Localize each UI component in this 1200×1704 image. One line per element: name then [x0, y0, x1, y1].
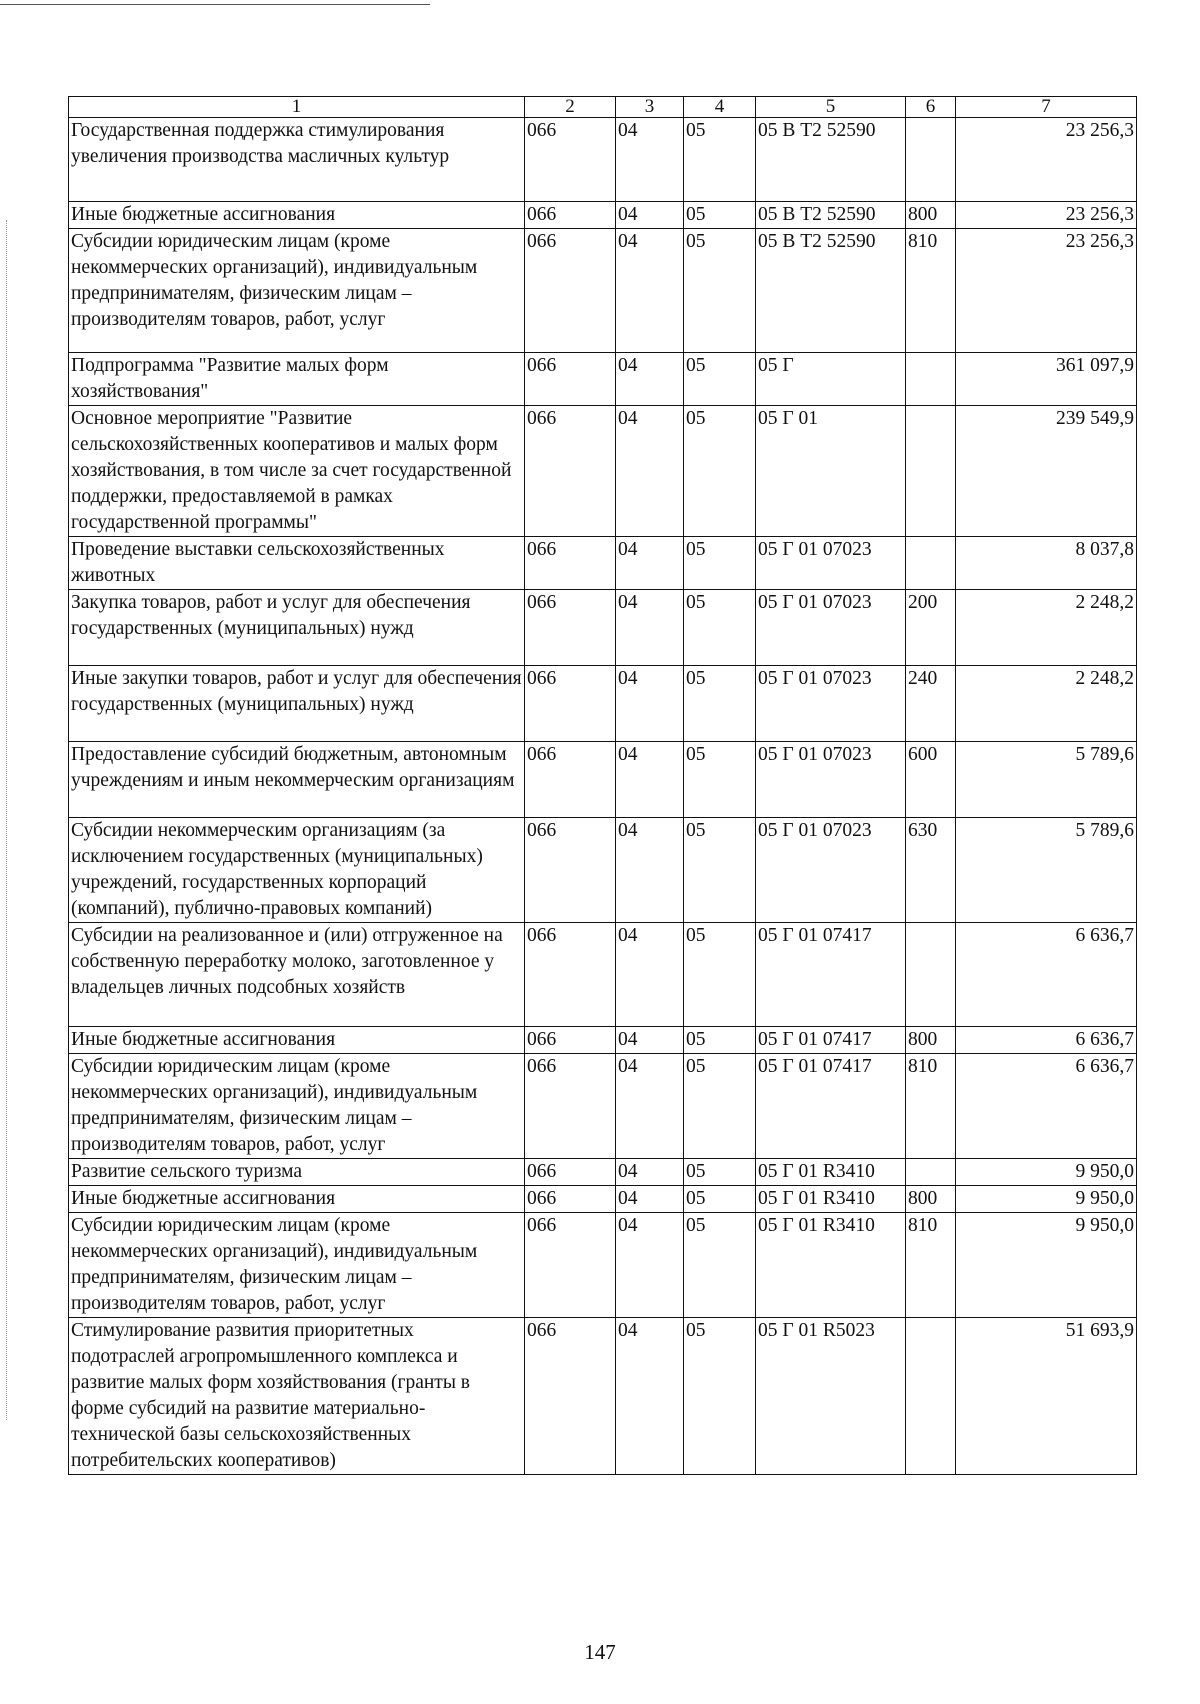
row-name: Иные бюджетные ассигнования [69, 202, 525, 229]
row-target-code: 05 Г 01 07023 [756, 590, 906, 666]
table-row [69, 818, 1137, 923]
row-ministry-code: 066 [525, 590, 616, 666]
row-section: 04 [616, 1186, 684, 1213]
row-sum: 9 950,0 [956, 1159, 1137, 1186]
row-expense-type: 810 [906, 229, 956, 353]
row-section: 04 [616, 923, 684, 1027]
row-sum: 9 950,0 [956, 1213, 1137, 1318]
row-subsection: 05 [684, 1318, 756, 1475]
row-ministry-code: 066 [525, 742, 616, 818]
row-sum: 5 789,6 [956, 818, 1137, 923]
row-section: 04 [616, 1027, 684, 1054]
row-section: 04 [616, 590, 684, 666]
row-subsection: 05 [684, 118, 756, 202]
row-name: Субсидии юридическим лицам (кроме некоммерческих организаций), индивидуальным предпринимателям, физическим лицам – производителям товаров, работ, услуг [69, 1213, 525, 1318]
row-subsection: 05 [684, 1213, 756, 1318]
row-target-code: 05 Г 01 R5023 [756, 1318, 906, 1475]
row-name: Иные бюджетные ассигнования [69, 1027, 525, 1054]
row-target-code: 05 Г 01 07023 [756, 742, 906, 818]
row-section: 04 [616, 1213, 684, 1318]
row-name: Подпрограмма "Развитие малых форм хозяйствования" [69, 353, 525, 406]
row-expense-type [906, 406, 956, 537]
row-ministry-code: 066 [525, 1213, 616, 1318]
row-expense-type: 810 [906, 1213, 956, 1318]
row-sum: 8 037,8 [956, 537, 1137, 590]
row-sum: 6 636,7 [956, 1054, 1137, 1159]
row-target-code: 05 В Т2 52590 [756, 229, 906, 353]
row-name: Основное мероприятие "Развитие сельскохозяйственных кооперативов и малых форм хозяйствования, в том числе за счет государственной поддержки, предоставляемой в рамках государственной программы" [69, 406, 525, 537]
row-expense-type [906, 923, 956, 1027]
page-number: 147 [584, 1640, 616, 1664]
row-ministry-code: 066 [525, 666, 616, 742]
row-sum: 23 256,3 [956, 118, 1137, 202]
row-ministry-code: 066 [525, 406, 616, 537]
row-expense-type [906, 1159, 956, 1186]
row-section: 04 [616, 202, 684, 229]
table-row [69, 1159, 1137, 1186]
table-row [69, 1054, 1137, 1159]
row-sum: 23 256,3 [956, 202, 1137, 229]
row-section: 04 [616, 1054, 684, 1159]
row-name: Стимулирование развития приоритетных подотраслей агропромышленного комплекса и развитие малых форм хозяйствования (гранты в форме субсидий на развитие материально-технической базы сельскохозяйственных потребительских кооперативов) [69, 1318, 525, 1475]
row-name: Закупка товаров, работ и услуг для обеспечения государственных (муниципальных) нужд [69, 590, 525, 666]
row-expense-type: 800 [906, 1186, 956, 1213]
row-subsection: 05 [684, 229, 756, 353]
row-section: 04 [616, 818, 684, 923]
row-section: 04 [616, 1318, 684, 1475]
row-sum: 2 248,2 [956, 666, 1137, 742]
row-target-code: 05 Г 01 07417 [756, 923, 906, 1027]
row-target-code: 05 Г 01 R3410 [756, 1213, 906, 1318]
row-ministry-code: 066 [525, 118, 616, 202]
row-ministry-code: 066 [525, 1054, 616, 1159]
row-expense-type: 810 [906, 1054, 956, 1159]
row-expense-type: 200 [906, 590, 956, 666]
header-cell: 4 [684, 97, 756, 118]
row-subsection: 05 [684, 666, 756, 742]
table-row [69, 742, 1137, 818]
table-row [69, 118, 1137, 202]
row-name: Субсидии юридическим лицам (кроме некоммерческих организаций), индивидуальным предпринимателям, физическим лицам – производителям товаров, работ, услуг [69, 229, 525, 353]
row-ministry-code: 066 [525, 818, 616, 923]
row-name: Предоставление субсидий бюджетным, автономным учреждениям и иным некоммерческим организациям [69, 742, 525, 818]
row-subsection: 05 [684, 742, 756, 818]
row-name: Субсидии на реализованное и (или) отгруженное на собственную переработку молоко, заготовленное у владельцев личных подсобных хозяйств [69, 923, 525, 1027]
scan-top-line [0, 4, 430, 5]
row-expense-type: 240 [906, 666, 956, 742]
row-target-code: 05 Г 01 07023 [756, 666, 906, 742]
row-expense-type [906, 118, 956, 202]
table-row [69, 406, 1137, 537]
header-cell: 6 [906, 97, 956, 118]
row-ministry-code: 066 [525, 229, 616, 353]
table-row [69, 1318, 1137, 1475]
row-subsection: 05 [684, 923, 756, 1027]
row-subsection: 05 [684, 1027, 756, 1054]
table-row [69, 666, 1137, 742]
row-sum: 23 256,3 [956, 229, 1137, 353]
row-target-code: 05 Г 01 07417 [756, 1027, 906, 1054]
row-sum: 6 636,7 [956, 1027, 1137, 1054]
table-row [69, 1027, 1137, 1054]
row-subsection: 05 [684, 1159, 756, 1186]
table-body [69, 118, 1137, 1475]
row-name: Иные закупки товаров, работ и услуг для обеспечения государственных (муниципальных) нужд [69, 666, 525, 742]
scan-margin-dots [6, 220, 7, 1420]
row-section: 04 [616, 742, 684, 818]
header-cell: 2 [525, 97, 616, 118]
row-target-code: 05 Г 01 R3410 [756, 1159, 906, 1186]
row-sum: 239 549,9 [956, 406, 1137, 537]
row-section: 04 [616, 1159, 684, 1186]
row-section: 04 [616, 537, 684, 590]
table-row [69, 229, 1137, 353]
row-sum: 6 636,7 [956, 923, 1137, 1027]
table-row [69, 537, 1137, 590]
row-target-code: 05 Г 01 R3410 [756, 1186, 906, 1213]
row-subsection: 05 [684, 202, 756, 229]
row-section: 04 [616, 118, 684, 202]
row-name: Государственная поддержка стимулирования увеличения производства масличных культур [69, 118, 525, 202]
row-target-code: 05 Г 01 07417 [756, 1054, 906, 1159]
row-target-code: 05 Г 01 07023 [756, 818, 906, 923]
row-sum: 9 950,0 [956, 1186, 1137, 1213]
row-expense-type: 800 [906, 1027, 956, 1054]
row-name: Субсидии некоммерческим организациям (за исключением государственных (муниципальных) учреждений, государственных корпораций (компаний), публично-правовых компаний) [69, 818, 525, 923]
row-subsection: 05 [684, 1186, 756, 1213]
row-subsection: 05 [684, 818, 756, 923]
header-row [69, 97, 1137, 118]
row-target-code: 05 В Т2 52590 [756, 202, 906, 229]
header-cell: 5 [756, 97, 906, 118]
row-ministry-code: 066 [525, 1159, 616, 1186]
table-row [69, 923, 1137, 1027]
row-subsection: 05 [684, 406, 756, 537]
row-name: Развитие сельского туризма [69, 1159, 525, 1186]
row-ministry-code: 066 [525, 923, 616, 1027]
row-ministry-code: 066 [525, 1186, 616, 1213]
row-ministry-code: 066 [525, 202, 616, 229]
table-row [69, 1186, 1137, 1213]
row-expense-type [906, 1318, 956, 1475]
table-row [69, 202, 1137, 229]
row-sum: 5 789,6 [956, 742, 1137, 818]
row-target-code: 05 Г [756, 353, 906, 406]
row-section: 04 [616, 406, 684, 537]
row-ministry-code: 066 [525, 1318, 616, 1475]
row-name: Проведение выставки сельскохозяйственных животных [69, 537, 525, 590]
table-row [69, 353, 1137, 406]
header-cell: 7 [956, 97, 1137, 118]
row-target-code: 05 Г 01 07023 [756, 537, 906, 590]
row-name: Иные бюджетные ассигнования [69, 1186, 525, 1213]
table-row [69, 590, 1137, 666]
row-ministry-code: 066 [525, 537, 616, 590]
row-ministry-code: 066 [525, 353, 616, 406]
budget-table [68, 96, 1137, 1475]
row-target-code: 05 В Т2 52590 [756, 118, 906, 202]
row-expense-type [906, 537, 956, 590]
row-expense-type [906, 353, 956, 406]
row-expense-type: 600 [906, 742, 956, 818]
row-subsection: 05 [684, 1054, 756, 1159]
row-section: 04 [616, 229, 684, 353]
row-expense-type: 800 [906, 202, 956, 229]
row-ministry-code: 066 [525, 1027, 616, 1054]
row-name: Субсидии юридическим лицам (кроме некоммерческих организаций), индивидуальным предпринимателям, физическим лицам – производителям товаров, работ, услуг [69, 1054, 525, 1159]
header-cell: 3 [616, 97, 684, 118]
header-cell: 1 [69, 97, 525, 118]
row-subsection: 05 [684, 590, 756, 666]
row-sum: 361 097,9 [956, 353, 1137, 406]
row-subsection: 05 [684, 353, 756, 406]
row-section: 04 [616, 666, 684, 742]
row-target-code: 05 Г 01 [756, 406, 906, 537]
row-sum: 51 693,9 [956, 1318, 1137, 1475]
row-section: 04 [616, 353, 684, 406]
table-row [69, 1213, 1137, 1318]
row-subsection: 05 [684, 537, 756, 590]
row-expense-type: 630 [906, 818, 956, 923]
row-sum: 2 248,2 [956, 590, 1137, 666]
